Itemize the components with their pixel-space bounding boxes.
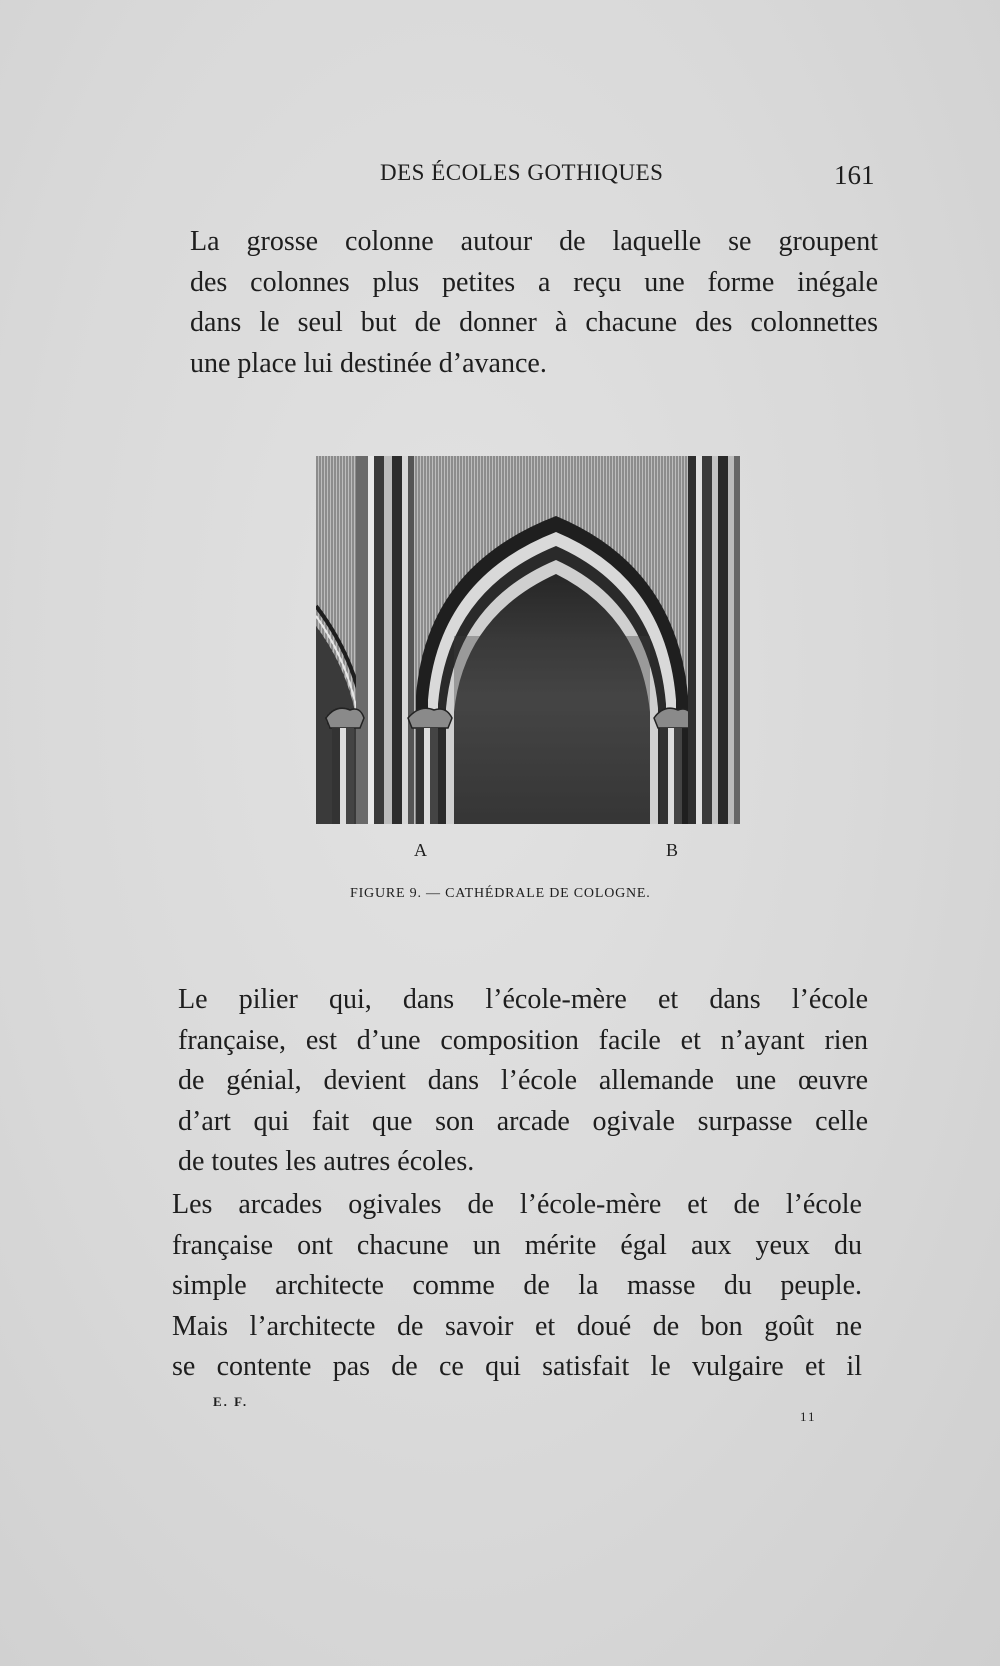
text-line: dans le seul but de donner à chacune des colonnettes [190, 307, 878, 338]
paragraph-2 [178, 980, 868, 1183]
text-line: une place lui destinée d’avance. [190, 347, 547, 379]
figure-caption: FIGURE 9. — CATHÉDRALE DE COLOGNE. [350, 886, 651, 901]
text-line: Mais l’architecte de savoir et doué de bon goût ne [172, 1310, 862, 1342]
text-line: de toutes les autres écoles. [178, 1146, 475, 1177]
figure-label-a: A [414, 840, 427, 860]
text-line: française ont chacune un mérite égal aux yeux du [172, 1229, 862, 1261]
page-number: 161 [834, 160, 875, 190]
text-line: d’art qui fait que son arcade ogivale surpasse celle [178, 1105, 868, 1137]
paragraph-1 [190, 222, 878, 384]
text-line: Les arcades ogivales de l’école-mère et de l’école [172, 1189, 862, 1220]
text-line: se contente pas de ce qui satisfait le vulgaire et il [172, 1351, 862, 1382]
text-line: Le pilier qui, dans l’école-mère et dans l’école [178, 984, 868, 1015]
text-line: La grosse colonne autour de laquelle se groupent [190, 226, 878, 257]
figure-label-b: B [666, 840, 679, 860]
text-line: française, est d’une composition facile et n’ayant rien [178, 1024, 868, 1056]
running-head: DES ÉCOLES GOTHIQUES [380, 160, 664, 185]
text-line: des colonnes plus petites a reçu une forme inégale [190, 266, 878, 298]
cathedral-engraving [316, 456, 740, 824]
paragraph-3 [172, 1185, 862, 1388]
text-line: simple architecte comme de la masse du peuple. [172, 1270, 862, 1301]
sheet-number: 11 [800, 1409, 817, 1424]
text-line: de génial, devient dans l’école allemande une œuvre [178, 1065, 868, 1096]
printer-signature: E. F. [213, 1394, 249, 1409]
